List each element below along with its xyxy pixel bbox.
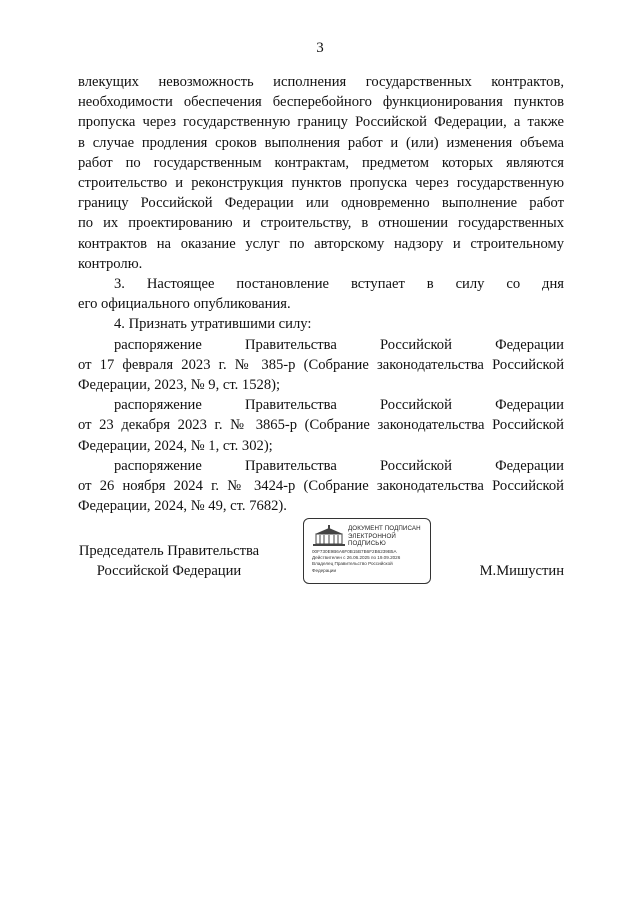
body-line: по их проектированию и строительству, в отношении государственных	[78, 215, 564, 232]
signer-name: М.Мишустин	[479, 563, 564, 579]
body-line: пропуска через государственную границу Российской Федерации, а также	[78, 114, 564, 131]
body-line: контрактов на оказание услуг по авторскому надзору и строительному	[78, 235, 564, 252]
government-building-icon	[312, 525, 346, 547]
body-line: в случае продления сроков выполнения работ и (или) изменения объема	[78, 134, 564, 151]
body-line: распоряжение Правительства Российской Федерации	[114, 457, 564, 474]
stamp-certificate: 00F730E9B6A6F0B15B7B6F2B6239B5A	[312, 549, 397, 554]
body-line: Федерации, 2024, № 1, ст. 302);	[78, 437, 273, 454]
body-line: от 26 ноября 2024 г. № 3424-р (Собрание законодательства Российской	[78, 478, 564, 495]
body-line: 3. Настоящее постановление вступает в силу со дня	[114, 276, 564, 293]
body-line: его официального опубликования.	[78, 296, 291, 313]
body-line: контролю.	[78, 255, 143, 272]
signatory-position-line1: Председатель Правительства	[78, 543, 260, 559]
stamp-details	[312, 549, 428, 574]
stamp-owner-line1: Владелец Правительство Российской	[312, 561, 393, 567]
body-line: распоряжение Правительства Российской Федерации	[114, 336, 564, 353]
signatory-position	[78, 541, 260, 581]
body-line: Федерации, 2023, № 9, ст. 1528);	[78, 377, 281, 394]
body-line: строительство и реконструкция пунктов пропуска через государственную	[78, 175, 564, 192]
body-line: 4. Признать утратившими силу:	[114, 316, 312, 333]
body-line: от 17 февраля 2023 г. № 385-р (Собрание законодательства Российской	[78, 356, 564, 373]
stamp-title	[348, 525, 428, 548]
body-line: влекущих невозможность исполнения государственных контрактов,	[78, 74, 564, 90]
body-line: Федерации, 2024, № 49, ст. 7682).	[78, 498, 287, 515]
stamp-title-line2: ЭЛЕКТРОННОЙ ПОДПИСЬЮ	[348, 532, 396, 548]
body-line: работ по государственным контрактам, предметом которых являются	[78, 154, 564, 171]
electronic-signature-stamp	[303, 518, 431, 584]
body-line: распоряжение Правительства Российской Федерации	[114, 397, 564, 414]
signatory-position-line2: Российской Федерации	[96, 563, 242, 579]
document-body	[78, 72, 564, 516]
body-line: необходимости обеспечения бесперебойного функционирования пунктов	[78, 94, 564, 111]
stamp-title-line1: ДОКУМЕНТ ПОДПИСАН	[348, 525, 421, 532]
stamp-owner-line2: Федерации	[312, 567, 337, 573]
page-number: 3	[316, 40, 324, 56]
body-line: границу Российской Федерации или одновременно выполнение работ	[78, 195, 564, 212]
body-line: от 23 декабря 2023 г. № 3865-р (Собрание законодательства Российской	[78, 417, 564, 434]
stamp-validity: Действителен с 26.06.2025 по 19.09.2026	[312, 555, 401, 561]
